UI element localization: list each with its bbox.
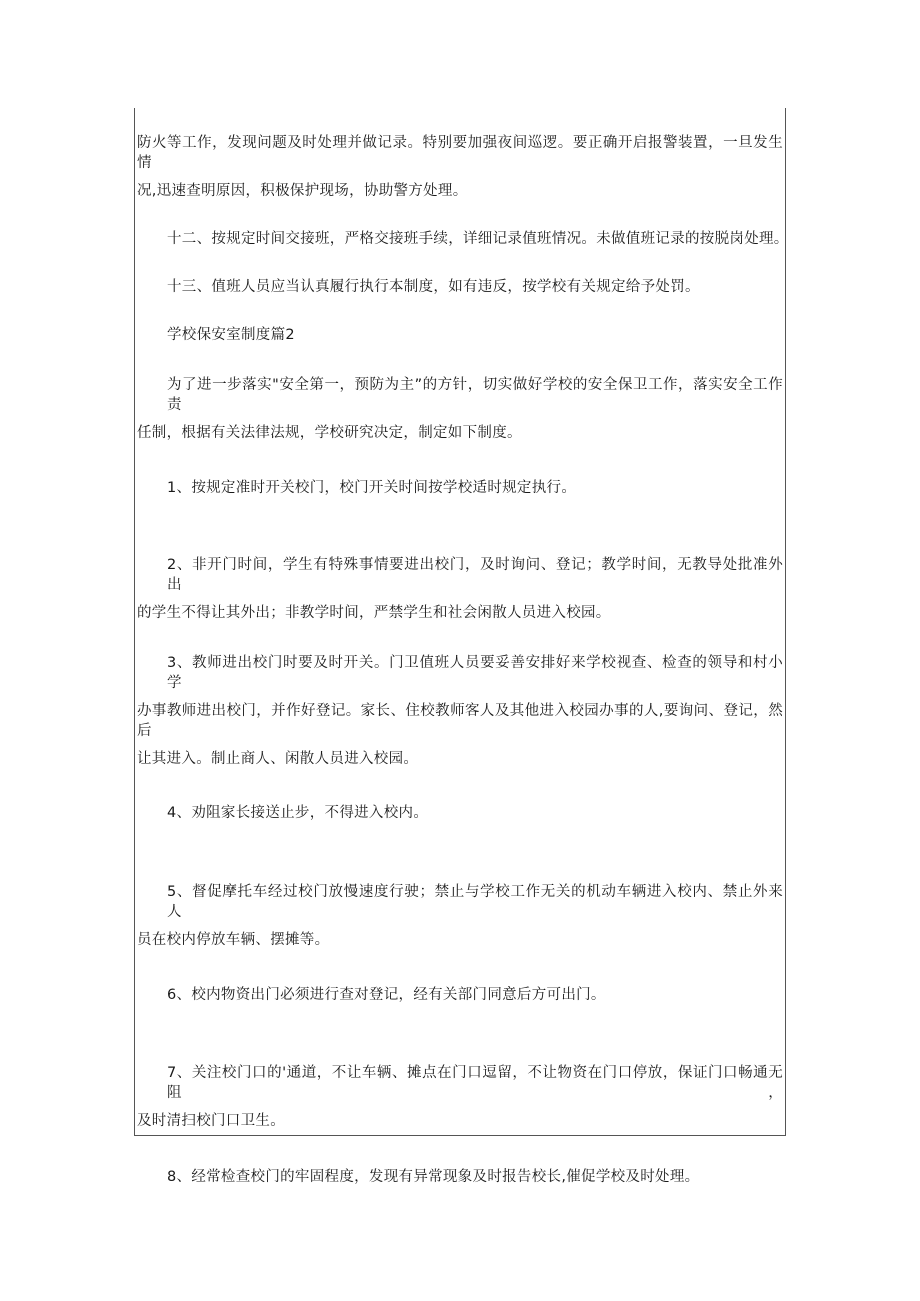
list-item: 3、教师进出校门时要及时开关。门卫值班人员要妥善安排好来学校视查、检查的领导和村小学 <box>167 655 783 691</box>
list-item: 8、经常检查校门的牢固程度，发现有异常现象及时报告校长,催促学校及时处理。 <box>167 1169 700 1185</box>
section-heading: 学校保安室制度篇2 <box>167 327 295 343</box>
paragraph-line: 防火等工作，发现问题及时处理并做记录。特别要加强夜间巡逻。要正确开启报警装置，一旦发生情 <box>137 135 783 171</box>
list-item: 1、按规定准时开关校门，校门开关时间按学校适时规定执行。 <box>167 480 577 496</box>
paragraph-line: 况,迅速查明原因，积极保护现场，协助警方处理。 <box>137 183 468 199</box>
list-item: 2、非开门时间，学生有特殊事情要进出校门，及时询问、登记；教学时间，无教导处批准外出 <box>167 557 783 593</box>
paragraph-line: 十三、值班人员应当认真履行执行本制度，如有违反，按学校有关规定给予处罚。 <box>167 279 700 295</box>
paragraph-line: 员在校内停放车辆、摆摊等。 <box>137 932 330 948</box>
paragraph-line: 让其进入。制止商人、闲散人员进入校园。 <box>137 751 419 767</box>
list-item: 7、关注校门口的'通道，不让车辆、摊点在门口逗留，不让物资在门口停放，保证门口畅通无阻， <box>167 1065 783 1101</box>
list-item: 5、督促摩托车经过校门放慢速度行驶；禁止与学校工作无关的机动车辆进入校内、禁止外来人 <box>167 884 783 920</box>
paragraph-line: 任制，根据有关法律法规，学校研究决定，制定如下制度。 <box>137 425 522 441</box>
list-item: 4、劝阻家长接送止步，不得进入校内。 <box>167 805 429 821</box>
paragraph-line: 十二、按规定时间交接班，严格交接班手续，详细记录值班情况。未做值班记录的按脱岗处理。 <box>167 231 789 247</box>
list-item: 6、校内物资出门必须进行查对登记，经有关部门同意后方可出门。 <box>167 987 606 1003</box>
paragraph-line: 办事教师进出校门，并作好登记。家长、住校教师客人及其他进入校园办事的人,要询问、登记，然后 <box>137 703 783 739</box>
paragraph-line: 的学生不得让其外出；非教学时间，严禁学生和社会闲散人员进入校园。 <box>137 605 611 621</box>
paragraph-line: 及时清扫校门口卫生。 <box>137 1113 285 1129</box>
paragraph-line: 为了进一步落实"安全第一，预防为主”的方针，切实做好学校的安全保卫工作，落实安全工作责 <box>167 377 783 413</box>
